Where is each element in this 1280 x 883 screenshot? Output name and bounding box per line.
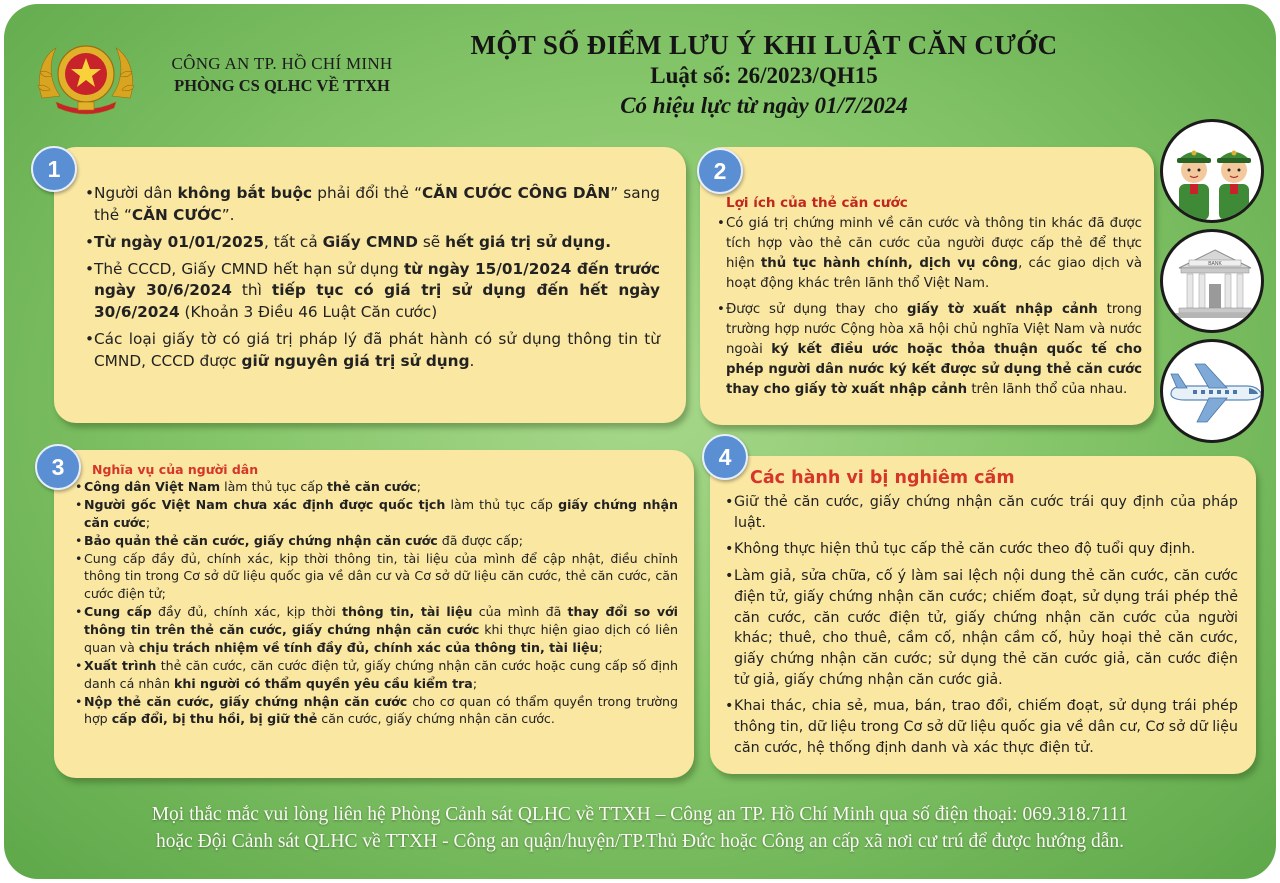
section-2-text: Được sử dụng thay cho: [726, 301, 907, 317]
section-1-item: [85, 183, 660, 227]
page-title: MỘT SỐ ĐIỂM LƯU Ý KHI LUẬT CĂN CƯỚC: [470, 30, 1058, 60]
section-1-badge: 1: [31, 146, 77, 192]
police-emblem-icon: [34, 36, 138, 116]
section-3-item: [75, 478, 678, 496]
section-1-text: CĂN CƯỚC CÔNG DÂN: [422, 184, 611, 202]
bullet-icon: •: [725, 568, 734, 585]
section-1-text: phải đổi thẻ “: [312, 184, 423, 202]
section-1-text: từ ngày 15/01/2024 đến trước ngày 30/6/2024: [94, 259, 660, 300]
bullet-icon: •: [85, 259, 95, 278]
section-1-text: không bắt buộc: [177, 184, 313, 202]
section-2-text: thủ tục hành chính, dịch vụ công: [760, 255, 1019, 271]
officers-illustration: [1160, 119, 1264, 223]
section-1-text: sẽ: [417, 232, 446, 251]
section-3-badge: 3: [35, 444, 81, 490]
bullet-icon: •: [717, 216, 725, 231]
section-1-item: [85, 232, 660, 254]
section-1-text: Các loại giấy tờ có giá trị pháp lý đã phát hành có sử dụng thông tin từ CMND, CCCD được: [94, 330, 660, 371]
section-3-text: cho cơ quan có thẩm quyền trong trường hợp: [84, 693, 678, 727]
organization-name: [150, 54, 414, 96]
section-2-badge: 2: [697, 148, 743, 194]
section-4-item: [725, 696, 1238, 758]
section-3-text: ;: [145, 514, 151, 530]
section-3-text: Công dân Việt Nam: [84, 479, 221, 494]
org-line-2: PHÒNG CS QLHC VỀ TTXH: [174, 76, 390, 95]
section-4-card: [710, 456, 1256, 774]
section-1-text: tiếp tục có giá trị sử dụng đến hết ngày 30/6/2024: [94, 281, 660, 322]
section-4-text: Không thực hiện thủ tục cấp thẻ căn cước theo độ tuổi quy định.: [734, 541, 1196, 558]
bullet-icon: •: [717, 301, 725, 317]
bullet-icon: •: [725, 541, 734, 558]
section-1-text: thì: [231, 281, 272, 300]
airplane-illustration: [1160, 339, 1264, 443]
section-1-text: CĂN CƯỚC: [131, 205, 222, 224]
section-2-text: giấy tờ xuất nhập cảnh: [907, 301, 1098, 317]
section-4-text: Làm giả, sửa chữa, cố ý làm sai lệch nội dung thẻ căn cước, căn cước điện tử, giấy chứng nhận căn cước; chiếm đoạt, sử dụng trái phép thẻ căn cước, căn cước điện tử, giấy chứng nhận căn cước của người khác; thuê, cho thuê, cầm cố, nhận cầm cố, hủy hoại thẻ căn cước, giấy chứng nhận căn cước; sử dụng thẻ căn cước giả, căn cước điện tử giả, giấy chứng nhận căn cước giả.: [734, 568, 1238, 688]
section-3-text: khi người có thẩm quyền yêu cầu kiểm tra: [174, 675, 473, 691]
section-4-heading: Các hành vi bị nghiêm cấm: [750, 468, 1015, 488]
section-1-text: giữ nguyên giá trị sử dụng: [241, 352, 470, 371]
section-3-text: đầy đủ, chính xác, kịp thời: [151, 604, 342, 620]
law-number: Luật số: 26/2023/QH15: [650, 63, 878, 88]
bullet-icon: •: [725, 698, 734, 715]
bullet-icon: •: [85, 232, 95, 251]
section-3-text: căn cước, giấy chứng nhận căn cước.: [317, 711, 555, 727]
section-3-text: thẻ căn cước: [326, 479, 417, 494]
section-3-text: khi thực hiện giao dịch có liên quan và: [84, 622, 678, 655]
section-4-item: [725, 539, 1238, 560]
section-1-text: ” sang thẻ “: [94, 184, 660, 224]
section-1-list: [85, 183, 660, 373]
contact-footer: [34, 802, 1246, 856]
section-2-text: , các giao dịch và hoạt động khác trên lãnh thổ Việt Nam.: [726, 255, 1142, 291]
section-3-text: đã được cấp;: [437, 532, 523, 548]
page-title-block: [404, 30, 1124, 119]
section-4-text: Khai thác, chia sẻ, mua, bán, trao đổi, chiếm đoạt, sử dụng trái phép thông tin, dữ liệu trong Cơ sở dữ liệu quốc gia về dân cư, Cơ sở dữ liệu căn cước, hệ thống định danh và xác thực điện tử.: [734, 698, 1238, 756]
section-3-item: [75, 603, 678, 657]
bullet-icon: •: [725, 494, 734, 510]
police-officers-icon: [1163, 122, 1264, 223]
section-1-text: ”.: [221, 205, 235, 224]
section-1-text: Người dân: [94, 184, 178, 202]
section-3-text: Người gốc Việt Nam chưa xác định được quốc tịch: [84, 496, 446, 512]
infographic-poster: [4, 4, 1276, 879]
section-3-item: [75, 532, 678, 550]
bullet-icon: •: [85, 184, 95, 202]
section-1-item: [85, 329, 660, 373]
section-3-item: [75, 657, 678, 693]
section-3-text: Cung cấp: [84, 604, 152, 620]
section-3-list: [75, 478, 678, 728]
section-3-heading: Nghĩa vụ của người dân: [92, 462, 259, 477]
bank-sign: BANK: [1208, 261, 1222, 267]
section-1-text: Từ ngày 01/01/2025: [94, 232, 264, 251]
bank-building-icon: [1163, 232, 1264, 333]
section-3-text: chịu trách nhiệm về tính đầy đủ, chính xác của thông tin, tài liệu: [138, 639, 599, 655]
section-4-text: Giữ thẻ căn cước, giấy chứng nhận căn cước trái quy định của pháp luật.: [734, 494, 1238, 531]
section-2-text: trong trường hợp nước Cộng hòa xã hội chủ nghĩa Việt Nam và nước ngoài: [726, 301, 1142, 357]
section-3-text: Bảo quản thẻ căn cước, giấy chứng nhận căn cước: [84, 532, 438, 548]
bullet-icon: •: [75, 657, 83, 673]
section-1-card: [54, 147, 686, 423]
section-3-text: thông tin, tài liệu: [341, 604, 473, 620]
effective-date: Có hiệu lực từ ngày 01/7/2024: [620, 93, 908, 118]
section-2-card: [700, 147, 1154, 425]
bullet-icon: •: [75, 532, 83, 548]
section-3-item: [75, 496, 678, 532]
section-4-badge: 4: [702, 434, 748, 480]
section-1-text: .: [469, 352, 475, 371]
section-3-text: Nộp thẻ căn cước, giấy chứng nhận căn cước: [84, 693, 408, 709]
section-2-item: [717, 300, 1142, 400]
section-3-item: [75, 693, 678, 729]
org-line-1: CÔNG AN TP. HỒ CHÍ MINH: [171, 54, 393, 73]
section-3-card: [54, 450, 694, 778]
section-2-text: Có giá trị chứng minh về căn cước và thông tin khác đã được tích hợp vào thẻ căn cước của người được cấp thẻ để thực hiện: [726, 216, 1142, 271]
section-4-item: [725, 492, 1238, 533]
section-4-list: [725, 492, 1238, 759]
section-3-text: Xuất trình: [84, 657, 157, 673]
section-2-text: ký kết điều ước hoặc thỏa thuận quốc tế cho phép người dân nước ký kết được sử dụng thẻ căn cước thay cho giấy tờ xuất nhập cảnh: [726, 341, 1142, 397]
section-3-text: làm thủ tục cấp: [220, 479, 327, 494]
footer-line-2: hoặc Đội Cảnh sát QLHC về TTXH - Công an quận/huyện/TP.Thủ Đức hoặc Công an cấp xã nơi cư trú để được hướng dẫn.: [155, 830, 1125, 852]
section-4-item: [725, 566, 1238, 690]
bullet-icon: •: [85, 330, 95, 349]
bank-illustration: [1160, 229, 1264, 333]
bullet-icon: •: [75, 693, 83, 709]
section-2-item: [717, 214, 1142, 294]
section-1-text: Giấy CMND: [322, 232, 418, 251]
section-2-list: [717, 214, 1142, 399]
section-3-text: cấp đổi, bị thu hồi, bị giữ thẻ: [111, 711, 318, 727]
section-3-text: làm thủ tục cấp: [445, 496, 559, 512]
section-1-text: Thẻ CCCD, Giấy CMND hết hạn sử dụng: [94, 259, 404, 278]
section-3-text: giấy chứng nhận căn cước: [84, 496, 678, 530]
bullet-icon: •: [75, 550, 83, 566]
section-3-item: [75, 550, 678, 604]
section-3-text: ;: [472, 675, 478, 691]
footer-line-1: Mọi thắc mắc vui lòng liên hệ Phòng Cảnh sát QLHC về TTXH – Công an TP. Hồ Chí Minh qua số điện thoại: 069.318.7111: [151, 804, 1129, 825]
section-1-text: , tất cả: [263, 232, 323, 251]
bullet-icon: •: [75, 604, 83, 620]
section-3-text: ;: [598, 639, 603, 655]
section-3-text: thẻ căn cước, căn cước điện tử, giấy chứng nhận căn cước hoặc cung cấp số định danh cá nhân: [84, 657, 678, 691]
section-3-text: Cung cấp đầy đủ, chính xác, kịp thời thông tin, tài liệu của mình để cập nhật, điều chỉnh thông tin trong Cơ sở dữ liệu quốc gia về dân cư và Cơ sở dữ liệu căn cước, thẻ căn cước, căn cước điện tử;: [84, 550, 678, 602]
section-2-text: trên lãnh thổ của nhau.: [967, 381, 1128, 397]
section-3-text: của mình đã: [472, 604, 568, 620]
section-3-text: ;: [416, 479, 421, 494]
section-3-text: thay đổi so với thông tin trên thẻ căn cước, giấy chứng nhận căn cước: [84, 604, 678, 637]
bullet-icon: •: [75, 496, 83, 512]
bullet-icon: •: [75, 479, 83, 494]
section-1-text: (Khoản 3 Điều 46 Luật Căn cước): [179, 303, 438, 322]
section-2-heading: Lợi ích của thẻ căn cước: [726, 195, 908, 211]
section-1-text: hết giá trị sử dụng.: [445, 232, 612, 251]
section-1-item: [85, 259, 660, 325]
airplane-icon: [1163, 342, 1264, 443]
